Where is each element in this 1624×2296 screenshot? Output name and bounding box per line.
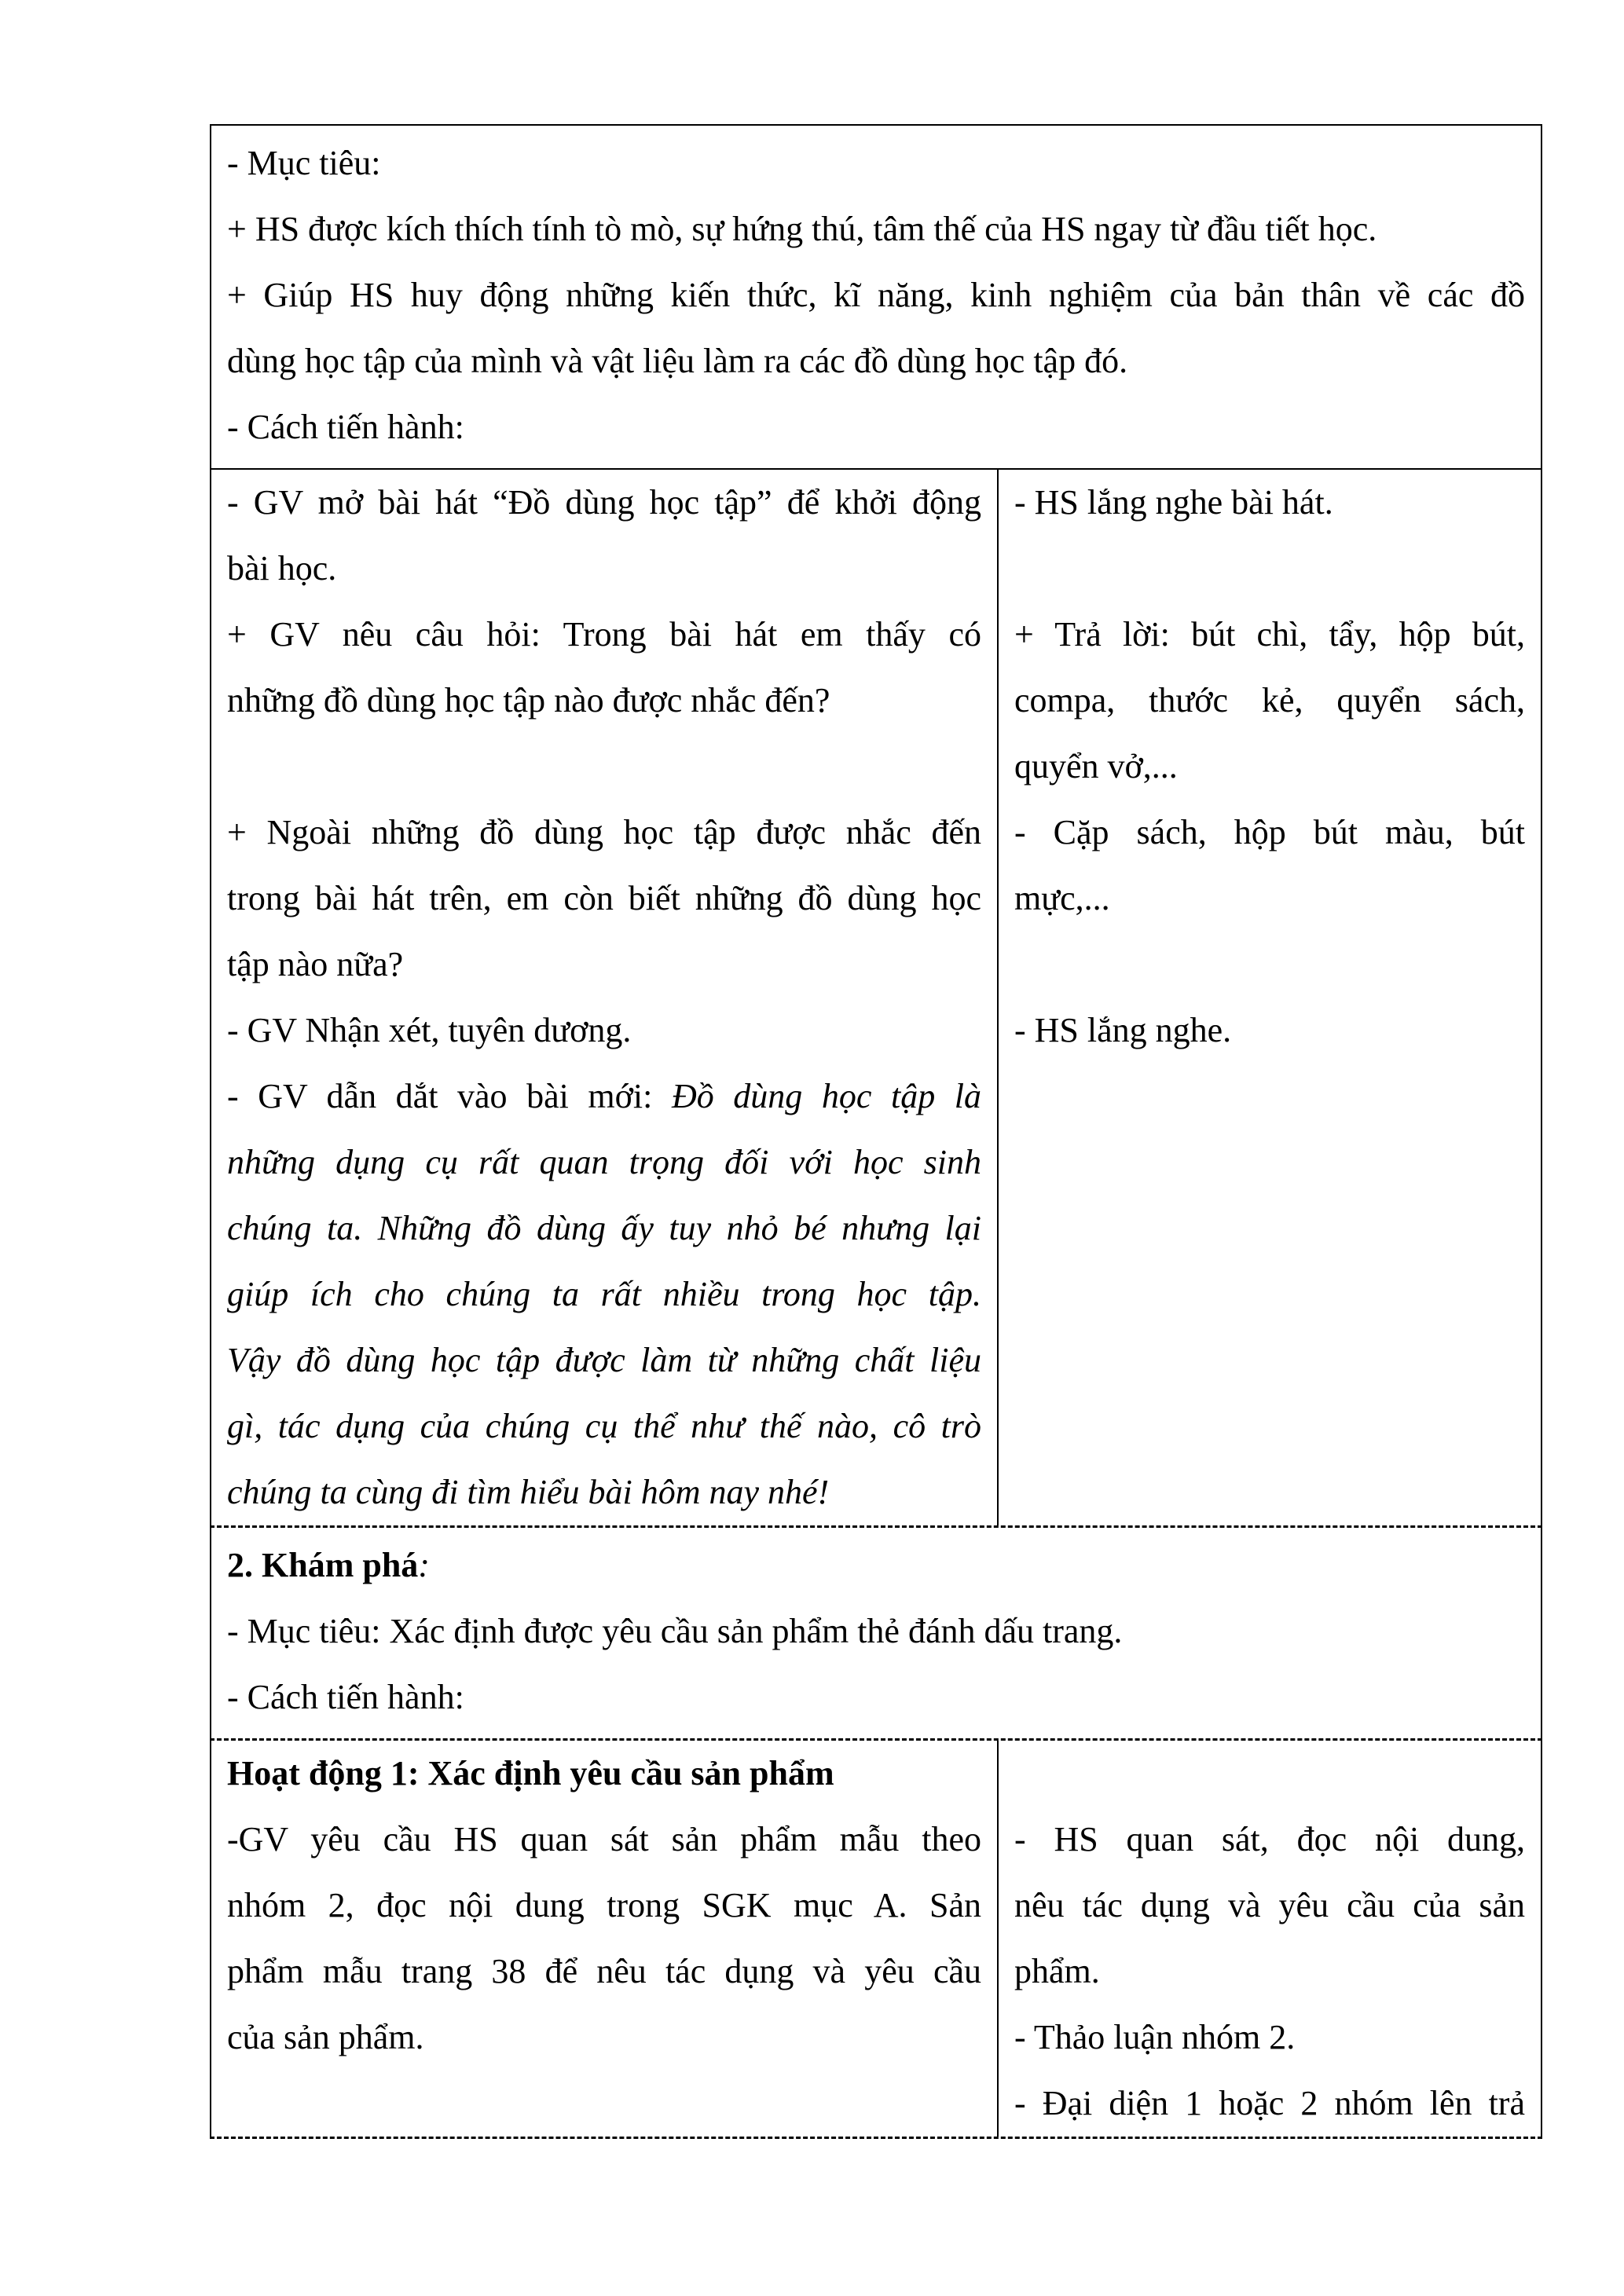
text-line: - Cách tiến hành: bbox=[227, 408, 464, 446]
text-line: + Ngoài những đồ dùng học tập được nhắc đến bbox=[227, 813, 981, 851]
text-line: trong bài hát trên, em còn biết những đồ dùng học bbox=[227, 879, 981, 917]
italic-span: Đồ dùng học tập là bbox=[671, 1077, 981, 1115]
italic-line: giúp ích cho chúng ta rất nhiều trong học tập. bbox=[227, 1275, 981, 1313]
start-activity-row bbox=[210, 470, 1542, 1528]
text-line: compa, thước kẻ, quyển sách, bbox=[1014, 681, 1525, 720]
text-line: nhóm 2, đọc nội dung trong SGK mục A. Sản bbox=[227, 1886, 981, 1924]
text-line: -GV yêu cầu HS quan sát sản phẩm mẫu theo bbox=[227, 1820, 981, 1858]
text-line: - GV Nhận xét, tuyên dương. bbox=[227, 1011, 632, 1049]
heading-text: 2. Khám phá bbox=[227, 1546, 419, 1584]
text-line: - Đại diện 1 hoặc 2 nhóm lên trả bbox=[1014, 2084, 1525, 2122]
text-line: dùng học tập của mình và vật liệu làm ra các đồ dùng học tập đó. bbox=[227, 342, 1128, 380]
text-line: - HS quan sát, đọc nội dung, bbox=[1014, 1820, 1525, 1858]
text-line: - Mục tiêu: Xác định được yêu cầu sản phẩm thẻ đánh dấu trang. bbox=[227, 1612, 1123, 1650]
text-line: tập nào nữa? bbox=[227, 945, 404, 983]
blank-line bbox=[227, 2071, 981, 2137]
student-column bbox=[999, 470, 1541, 1525]
blank-line bbox=[1014, 932, 1525, 998]
text-line: - GV mở bài hát “Đồ dùng học tập” để khởi động bbox=[227, 483, 981, 522]
student-column bbox=[999, 1741, 1541, 2137]
activity1-row bbox=[210, 1741, 1542, 2139]
text-line: bài học. bbox=[227, 549, 337, 588]
text-line: + HS được kích thích tính tò mò, sự hứng thú, tâm thế của HS ngay từ đầu tiết học. bbox=[227, 210, 1377, 248]
blank-line bbox=[1014, 1741, 1525, 1807]
blank-line bbox=[227, 734, 981, 800]
text-line: + Giúp HS huy động những kiến thức, kĩ năng, kinh nghiệm của bản thân về các đồ bbox=[227, 276, 1525, 314]
text-line: + Trả lời: bút chì, tẩy, hộp bút, bbox=[1014, 615, 1525, 654]
text-line: mực,... bbox=[1014, 879, 1110, 917]
text-line: - Cách tiến hành: bbox=[227, 1678, 464, 1716]
text-line: nêu tác dụng và yêu cầu của sản bbox=[1014, 1886, 1525, 1924]
italic-line: Vậy đồ dùng học tập được làm từ những chất liệu bbox=[227, 1341, 981, 1379]
text-line bbox=[227, 1064, 981, 1130]
blank-line bbox=[1014, 536, 1525, 602]
activity-title: Hoạt động 1: Xác định yêu cầu sản phẩm bbox=[227, 1754, 834, 1792]
text-line: phẩm mẫu trang 38 để nêu tác dụng và yêu cầu bbox=[227, 1952, 981, 1990]
text-line: + GV nêu câu hỏi: Trong bài hát em thấy có bbox=[227, 615, 981, 654]
italic-line: chúng ta. Những đồ dùng ấy tuy nhỏ bé nhưng lại bbox=[227, 1209, 981, 1247]
italic-line: những dụng cụ rất quan trọng đối với học sinh bbox=[227, 1143, 981, 1181]
explore-section bbox=[210, 1528, 1542, 1741]
teacher-column bbox=[211, 1741, 999, 2137]
section-heading bbox=[227, 1532, 1525, 1598]
text-line: - Mục tiêu: bbox=[227, 144, 381, 182]
italic-line: chúng ta cùng đi tìm hiểu bài hôm nay nhé! bbox=[227, 1473, 830, 1511]
text-line: - Thảo luận nhóm 2. bbox=[1014, 2018, 1296, 2056]
italic-line: gì, tác dụng của chúng cụ thể như thế nào, cô trò bbox=[227, 1407, 981, 1445]
heading-colon: : bbox=[418, 1546, 430, 1584]
text-span: - GV dẫn dắt vào bài mới: bbox=[227, 1077, 672, 1115]
text-line: những đồ dùng học tập nào được nhắc đến? bbox=[227, 681, 830, 720]
intro-section bbox=[210, 124, 1542, 470]
teacher-column bbox=[211, 470, 999, 1525]
text-line: phẩm. bbox=[1014, 1952, 1100, 1990]
text-line: của sản phẩm. bbox=[227, 2018, 424, 2056]
text-line: - HS lắng nghe. bbox=[1014, 1011, 1232, 1049]
text-line: - Cặp sách, hộp bút màu, bút bbox=[1014, 813, 1525, 851]
lesson-table bbox=[210, 124, 1542, 2139]
text-line: quyển vở,... bbox=[1014, 747, 1178, 785]
text-line: - HS lắng nghe bài hát. bbox=[1014, 483, 1333, 522]
